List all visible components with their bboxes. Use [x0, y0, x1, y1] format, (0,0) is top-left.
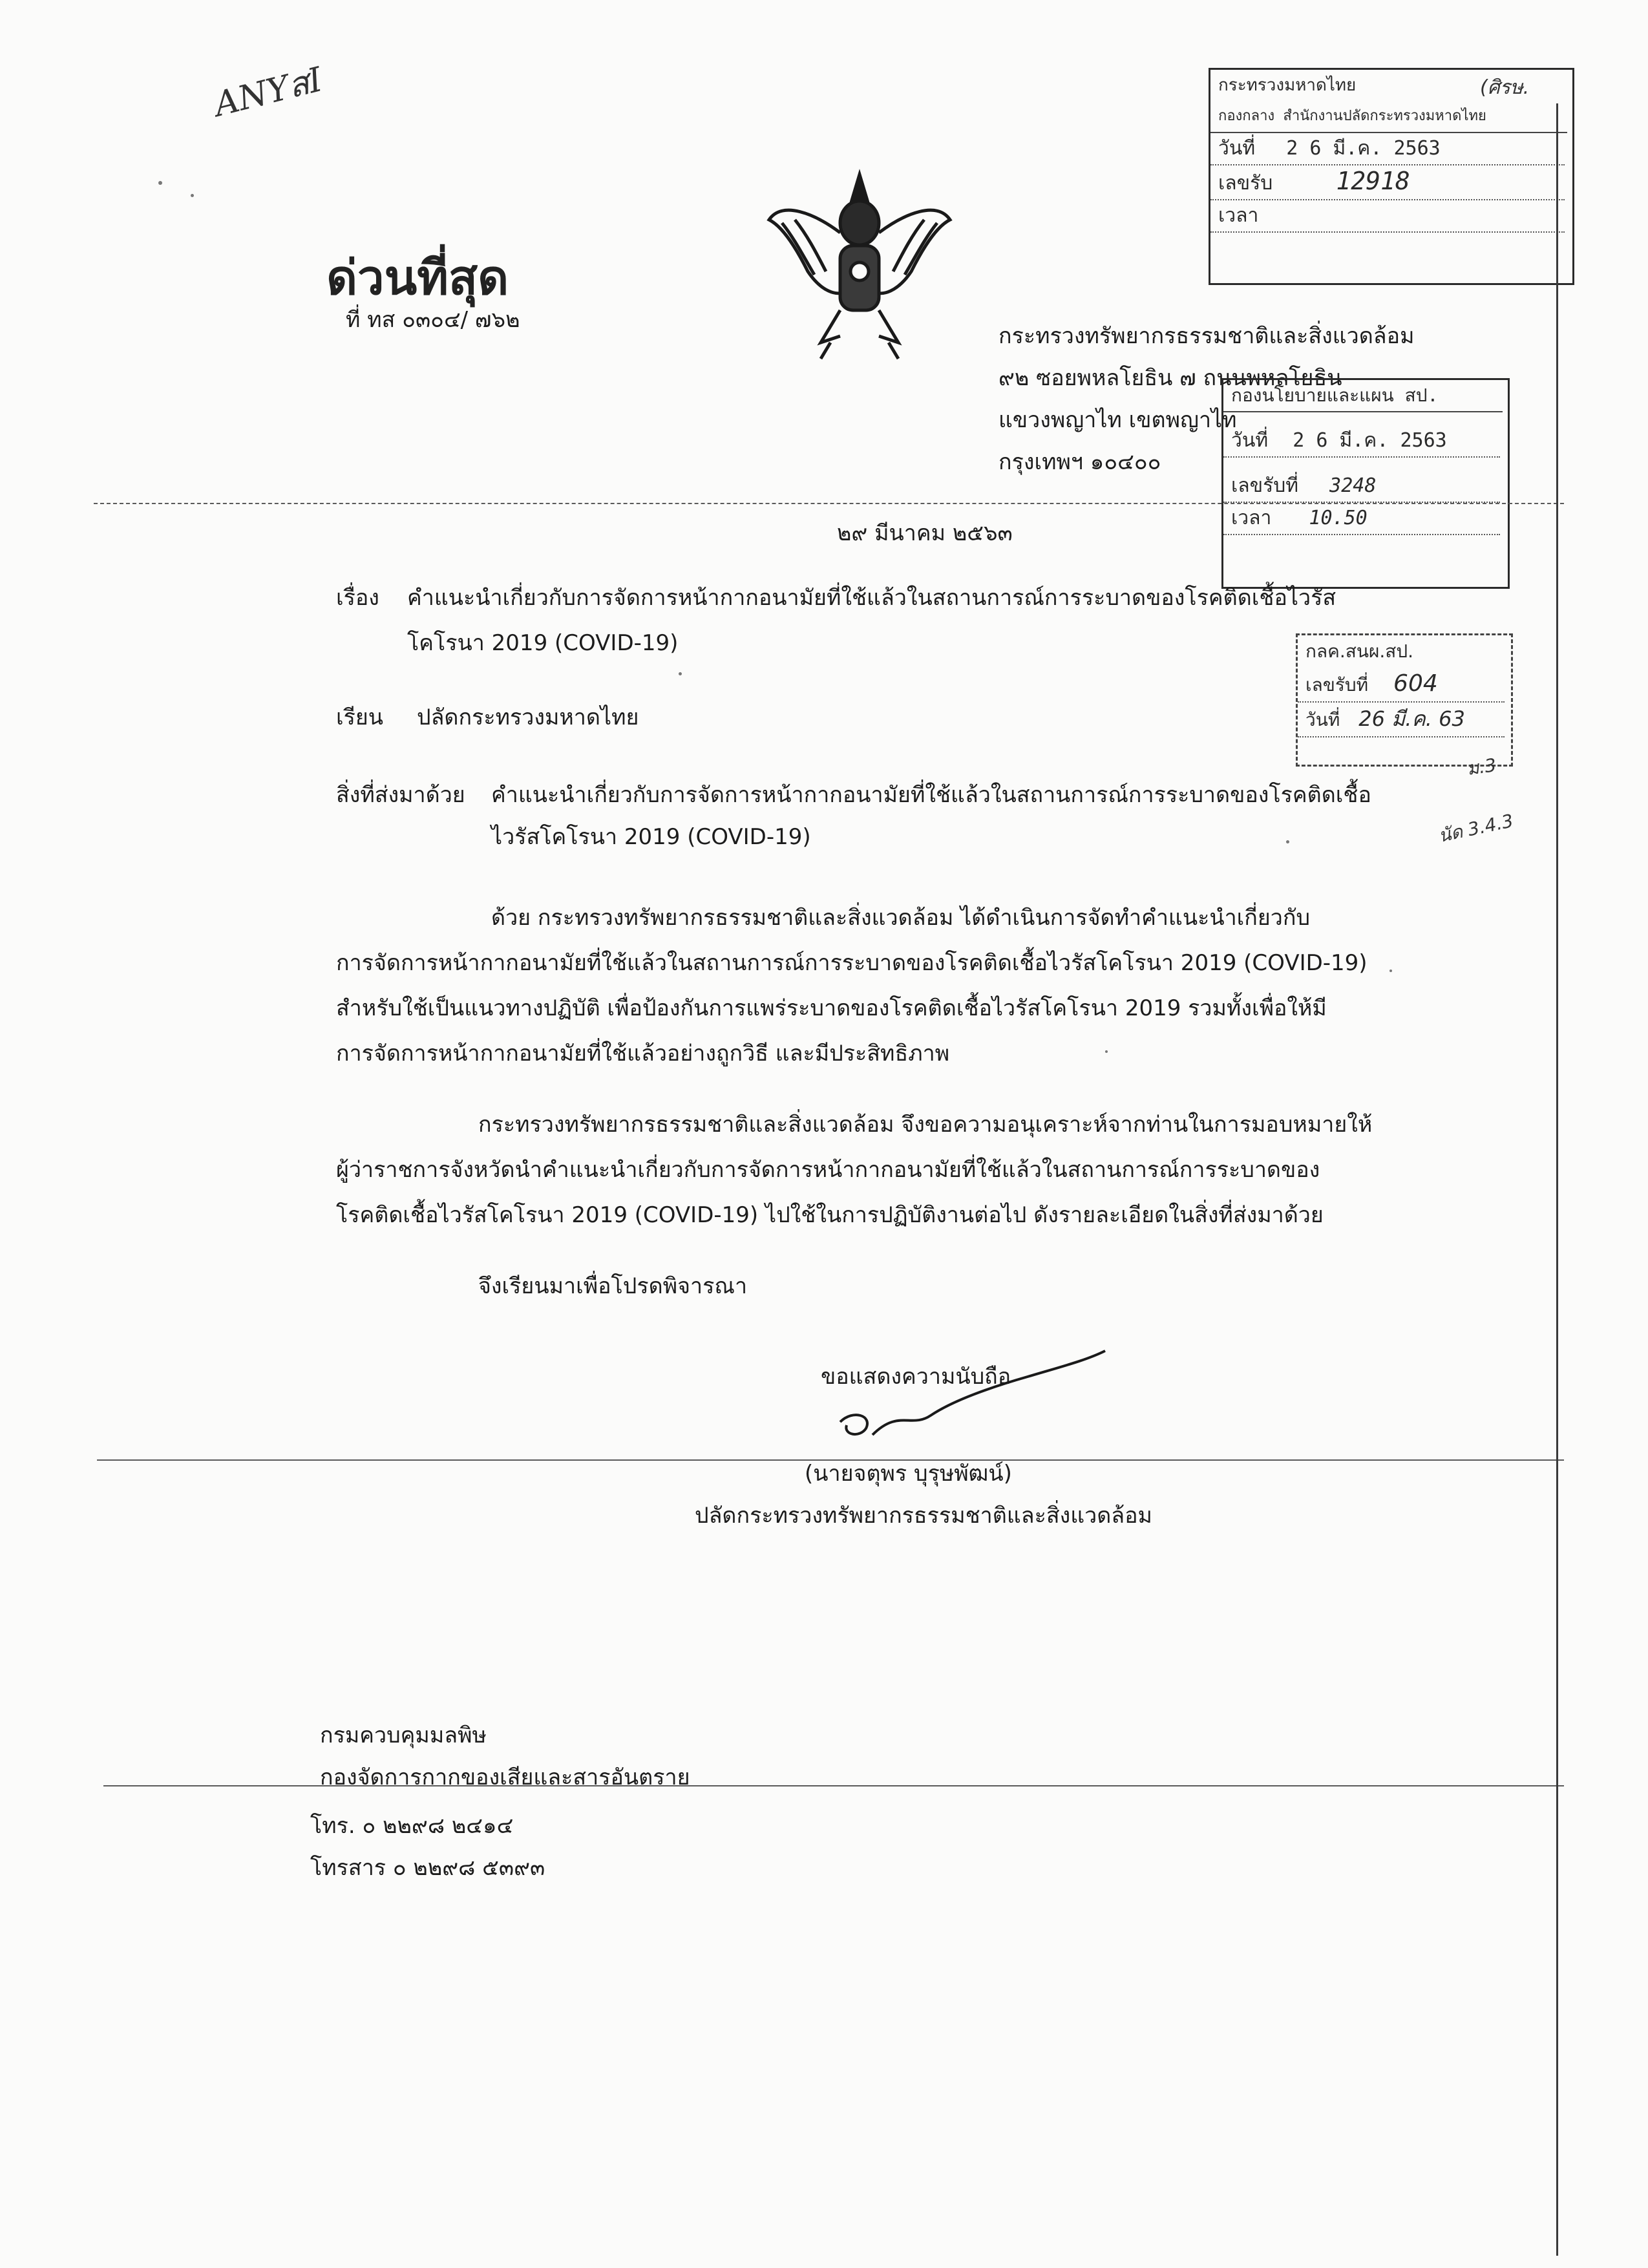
handwritten-note-2: นัด 3.4.3 — [1436, 810, 1516, 847]
subject-line-1: คำแนะนำเกี่ยวกับการจัดการหน้ากากอนามัยที่ใช้แล้วในสถานการณ์การระบาดของโรคติดเชื้อไวรัส — [407, 585, 1336, 611]
stamp-policy-date — [1223, 425, 1500, 458]
footer-division: กองจัดการกากของเสียและสารอันตราย — [320, 1765, 690, 1790]
sender-org: กระทรวงทรัพยากรธรรมชาติและสิ่งแวดล้อม — [998, 323, 1415, 349]
garuda-emblem — [756, 162, 963, 368]
stamp-policy-receipt-value: 3248 — [1329, 474, 1377, 497]
stamp-corner-note: (ศิรษ. — [1480, 76, 1530, 99]
stamp-policy-division: กองนโยบายและแผน สป. — [1223, 380, 1503, 412]
stamp-date-value: 2 6 มี.ค. 2563 — [1286, 137, 1441, 160]
stamp-time-label: เวลา — [1218, 204, 1259, 227]
receipt-stamp-section — [1296, 633, 1513, 767]
scan-speckle — [191, 194, 194, 197]
paragraph-2-line-2: ผู้ว่าราชการจังหวัดนำคำแนะนำเกี่ยวกับการจัดการหน้ากากอนามัยที่ใช้แล้วในสถานการณ์การระบาดของ — [336, 1157, 1320, 1183]
scan-speckle — [679, 672, 682, 675]
stamp-section-receipt-label: เลขรับที่ — [1305, 674, 1369, 695]
footer-fax: โทรสาร ๐ ๒๒๙๘ ๕๓๙๓ — [310, 1855, 545, 1881]
paragraph-2-line-3: โรคติดเชื้อไวรัสโคโรนา 2019 (COVID-19) ไปใช้ในการปฏิบัติงานต่อไป ดังรายละเอียดในสิ่งที่ส่งมาด้วย — [336, 1202, 1324, 1228]
handwritten-mark: ANYสI — [210, 60, 326, 125]
stamp-section-receipt — [1298, 668, 1505, 703]
footer-department: กรมควบคุมมลพิษ — [320, 1722, 487, 1748]
stamp-policy-time-label: เวลา — [1231, 507, 1272, 529]
stamp-section-date-label: วันที่ — [1305, 709, 1340, 730]
scan-speckle — [1105, 1050, 1108, 1053]
sender-address-3: กรุงเทพฯ ๑๐๔๐๐ — [998, 449, 1161, 475]
subject-label: เรื่อง — [336, 585, 379, 611]
sender-address-1: ๙๒ ซอยพหลโยธิน ๗ ถนนพหลโยธิน — [998, 365, 1342, 391]
stamp-receipt-label: เลขรับ — [1218, 172, 1273, 195]
handwritten-note-1: ม.3 — [1465, 754, 1498, 779]
paragraph-1-line-3: สำหรับใช้เป็นแนวทางปฏิบัติ เพื่อป้องกันการแพร่ระบาดของโรคติดเชื้อไวรัสโคโรนา 2019 รวมทั้งเพื่อให้มี — [336, 995, 1327, 1021]
scan-line-top — [94, 503, 1564, 504]
stamp-ministry-division: กองกลาง สำนักงานปลัดกระทรวงมหาดไทย — [1210, 101, 1567, 133]
paragraph-1-line-1: ด้วย กระทรวงทรัพยากรธรรมชาติและสิ่งแวดล้อม ได้ดำเนินการจัดทำคำแนะนำเกี่ยวกับ — [491, 905, 1311, 931]
recipient-label: เรียน — [336, 705, 384, 730]
paragraph-2-line-1: กระทรวงทรัพยากรธรรมชาติและสิ่งแวดล้อม จึงขอความอนุเคราะห์จากท่านในการมอบหมายให้ — [478, 1112, 1373, 1138]
stamp-receipt-value: 12918 — [1336, 167, 1410, 195]
signature — [827, 1338, 1118, 1448]
regards-line: ขอแสดงความนับถือ — [821, 1364, 1011, 1390]
page-edge-line — [1556, 103, 1558, 2256]
stamp-policy-time — [1223, 503, 1500, 535]
stamp-date-label: วันที่ — [1218, 137, 1256, 160]
scan-speckle — [1389, 970, 1392, 972]
urgency-label: ด่วนที่สุด — [326, 250, 509, 306]
enclosure-line-1: คำแนะนำเกี่ยวกับการจัดการหน้ากากอนามัยที่ใช้แล้วในสถานการณ์การระบาดของโรคติดเชื้อ — [491, 782, 1371, 808]
scan-speckle — [158, 181, 162, 185]
stamp-ministry-date — [1210, 133, 1565, 165]
stamp-ministry-name: กระทรวงมหาดไทย — [1218, 76, 1357, 95]
letter-date: ๒๙ มีนาคม ๒๕๖๓ — [837, 520, 1013, 546]
stamp-policy-time-value: 10.50 — [1309, 507, 1368, 529]
scan-speckle — [1286, 840, 1289, 843]
stamp-policy-date-label: วันที่ — [1231, 429, 1269, 452]
receipt-stamp-policy — [1221, 378, 1510, 589]
footer-telephone: โทร. ๐ ๒๒๙๘ ๒๔๑๔ — [310, 1813, 514, 1839]
stamp-section-name: กลค.สนผ.สป. — [1305, 641, 1414, 662]
document-number: ที่ ทส ๐๓๐๔/ ๗๖๒ — [346, 307, 520, 333]
stamp-section-date-value: 26 มี.ค. 63 — [1358, 706, 1465, 731]
enclosure-label: สิ่งที่ส่งมาด้วย — [336, 782, 465, 808]
stamp-policy-date-value: 2 6 มี.ค. 2563 — [1293, 429, 1447, 452]
stamp-policy-receipt — [1223, 471, 1500, 503]
recipient-value: ปลัดกระทรวงมหาดไทย — [417, 705, 639, 730]
signer-title: ปลัดกระทรวงทรัพยากรธรรมชาติและสิ่งแวดล้อม — [695, 1503, 1152, 1529]
subject-line-2: โคโรนา 2019 (COVID-19) — [407, 630, 679, 656]
stamp-policy-receipt-label: เลขรับที่ — [1231, 474, 1299, 497]
enclosure-line-2: ไวรัสโคโรนา 2019 (COVID-19) — [491, 824, 811, 850]
stamp-section-receipt-value: 604 — [1393, 670, 1438, 697]
stamp-section-date — [1298, 703, 1505, 737]
paragraph-1-line-4: การจัดการหน้ากากอนามัยที่ใช้แล้วอย่างถูกวิธี และมีประสิทธิภาพ — [336, 1041, 950, 1066]
sender-address-2: แขวงพญาไท เขตพญาไท — [998, 407, 1237, 433]
stamp-ministry-receipt — [1210, 165, 1565, 200]
stamp-ministry-time — [1210, 200, 1565, 233]
signer-name: (นายจตุพร บุรุษพัฒน์) — [805, 1461, 1012, 1487]
paragraph-1-line-2: การจัดการหน้ากากอนามัยที่ใช้แล้วในสถานการณ์การระบาดของโรคติดเชื้อไวรัสโคโรนา 2019 (COVID-19) — [336, 950, 1368, 976]
closing-line: จึงเรียนมาเพื่อโปรดพิจารณา — [478, 1273, 748, 1299]
